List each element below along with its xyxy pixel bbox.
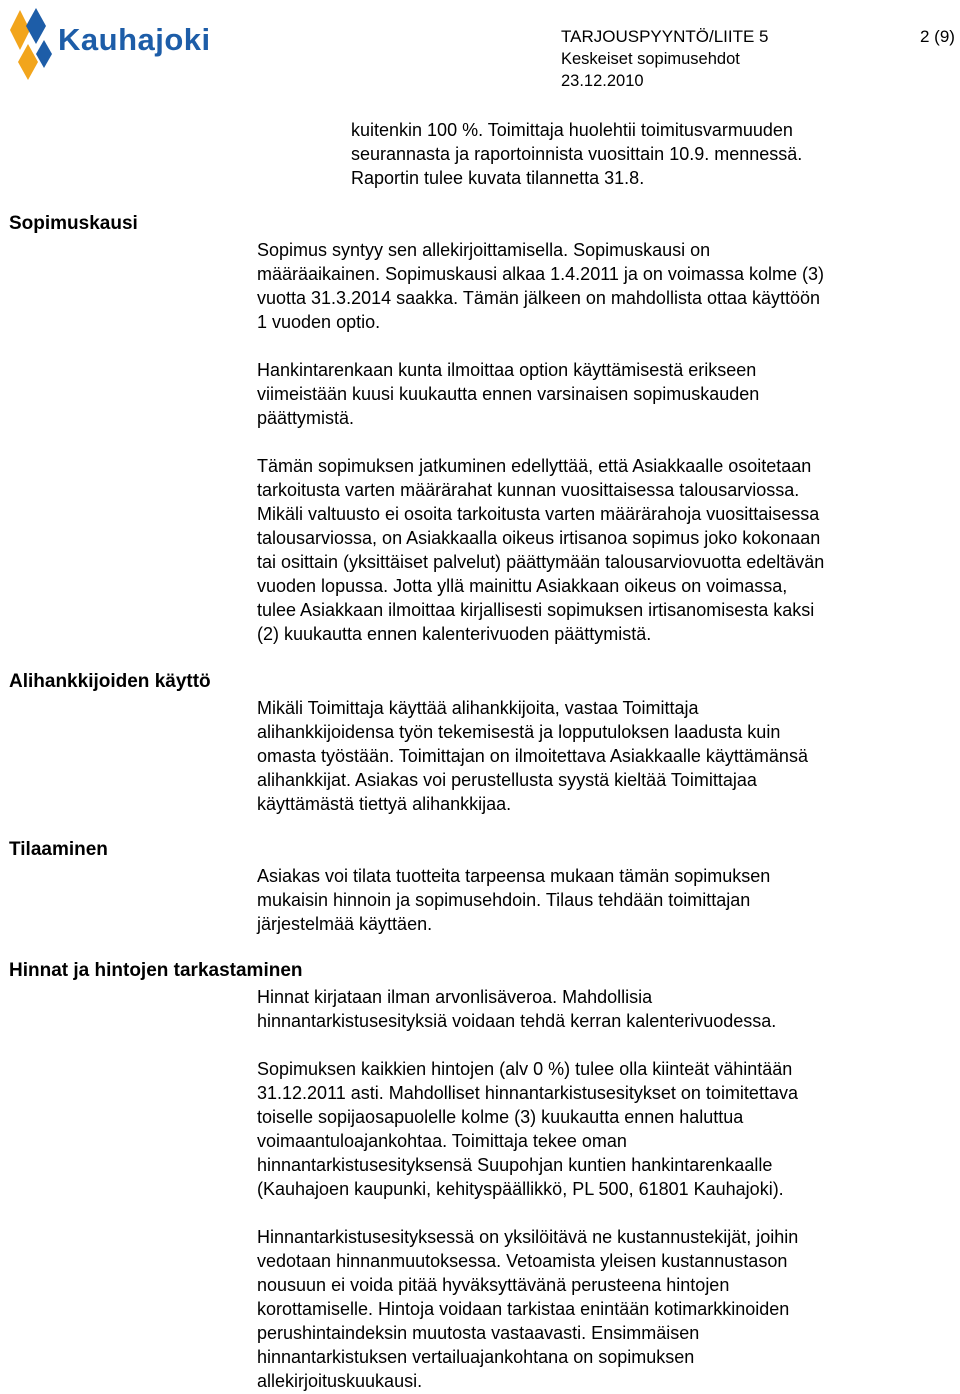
hinnat-paragraph-3: Hinnantarkistusesityksessä on yksilöitävä ne kustannustekijät, joihin vedotaan hinnanmuutoksessa. Vetoamista yleisen kustannustason nousuun ei voida pitää hyväksyttävänä perusteena hintojen korottamiselle. Hintoja voidaan tarkistaa enintään kotimarkkinoiden perushintaindeksin muutosta vastaavasti. Ensimmäisen hinnantarkistuksen vertailuajankohtana on sopimuksen allekirjoituskuukausi. [257,1227,799,1391]
section-hinnat [257,985,952,1393]
hinnat-paragraph-1: Hinnat kirjataan ilman arvonlisäveroa. Mahdollisia hinnantarkistusesityksiä voidaan tehdä kerran kalenterivuodessa. [257,987,777,1031]
intro-paragraph [351,118,951,190]
document-date: 23.12.2010 [561,72,644,90]
tilaaminen-paragraph-1: Asiakas voi tilata tuotteita tarpeensa mukaan tämän sopimuksen mukaisin hinnoin ja sopimusehdoin. Tilaus tehdään toimittajan järjestelmää käyttäen. [257,866,771,934]
document-subtitle: Keskeiset sopimusehdot [561,50,740,68]
page-number: 2 (9) [920,27,955,46]
kauhajoki-emblem-icon [6,4,56,88]
sopimuskausi-paragraph-3: Tämän sopimuksen jatkuminen edellyttää, että Asiakkaalle osoitetaan tarkoitusta varten määrärahat kunnan vuosittaisessa talousarviossa. Mikäli valtuusto ei osoita tarkoitusta varten määrärahoja vuosittaisessa talousarviossa, on Asiakkaalla oikeus irtisanoa sopimus joko kokonaan tai osittain (yksittäiset palvelut) päättymään talousarviovuotta edeltävän vuoden lopussa. Jotta yllä mainittu Asiakkaan oikeus on voimassa, tulee Asiakkaan ilmoittaa kirjallisesti sopimuksen irtisanomisesta kaksi (2) kuukautta ennen kalenterivuoden päättymistä. [257,456,825,644]
section-sopimuskausi [257,238,952,646]
section-alihankkijat [257,696,952,816]
intro-text: kuitenkin 100 %. Toimittaja huolehtii toimitusvarmuuden seurannasta ja raportoinnista vuosittain 10.9. mennessä. Raportin tulee kuvata tilannetta 31.8. [351,120,803,188]
section-heading-tilaaminen: Tilaaminen [9,839,108,860]
sopimuskausi-paragraph-1: Sopimus syntyy sen allekirjoittamisella. Sopimuskausi on määräaikainen. Sopimuskausi alkaa 1.4.2011 ja on voimassa kolme (3) vuotta 31.3.2014 saakka. Tämän jälkeen on mahdollista ottaa käyttöön 1 vuoden optio. [257,240,824,332]
section-heading-sopimuskausi: Sopimuskausi [9,213,138,234]
document-title: TARJOUSPYYNTÖ/LIITE 5 [561,27,769,46]
alihankkijat-paragraph-1: Mikäli Toimittaja käyttää alihankkijoita, vastaa Toimittaja alihankkijoidensa työn tekemisestä ja lopputuloksen laadusta kuin omasta työstään. Toimittajan on ilmoitettava Asiakkaalle käyttämänsä alihankkijat. Asiakas voi perustellusta syystä kieltää Toimittajaa käyttämästä tiettyä alihankkijaa. [257,698,808,814]
kauhajoki-logo [6,4,242,88]
sopimuskausi-paragraph-2: Hankintarenkaan kunta ilmoittaa option käyttämisestä erikseen viimeistään kuusi kuukautta ennen varsinaisen sopimuskauden päättymistä. [257,360,760,428]
section-tilaaminen [257,864,952,936]
hinnat-paragraph-2: Sopimuksen kaikkien hintojen (alv 0 %) tulee olla kiinteät vähintään 31.12.2011 asti. Mahdolliset hinnantarkistusesitykset on toimitettava toiselle sopijaosapuolelle kolme (3) kuukautta ennen haluttua voimaantuloajankohtaa. Toimittaja tekee oman hinnantarkistusesityksensä Suupohjan kuntien hankintarenkaalle (Kauhajoen kaupunki, kehityspäällikkö, PL 500, 61801 Kauhajoki). [257,1059,798,1199]
section-heading-hinnat: Hinnat ja hintojen tarkastaminen [9,960,303,981]
logo-wordmark: Kauhajoki [58,22,211,57]
section-heading-alihankkijat: Alihankkijoiden käyttö [9,671,211,692]
